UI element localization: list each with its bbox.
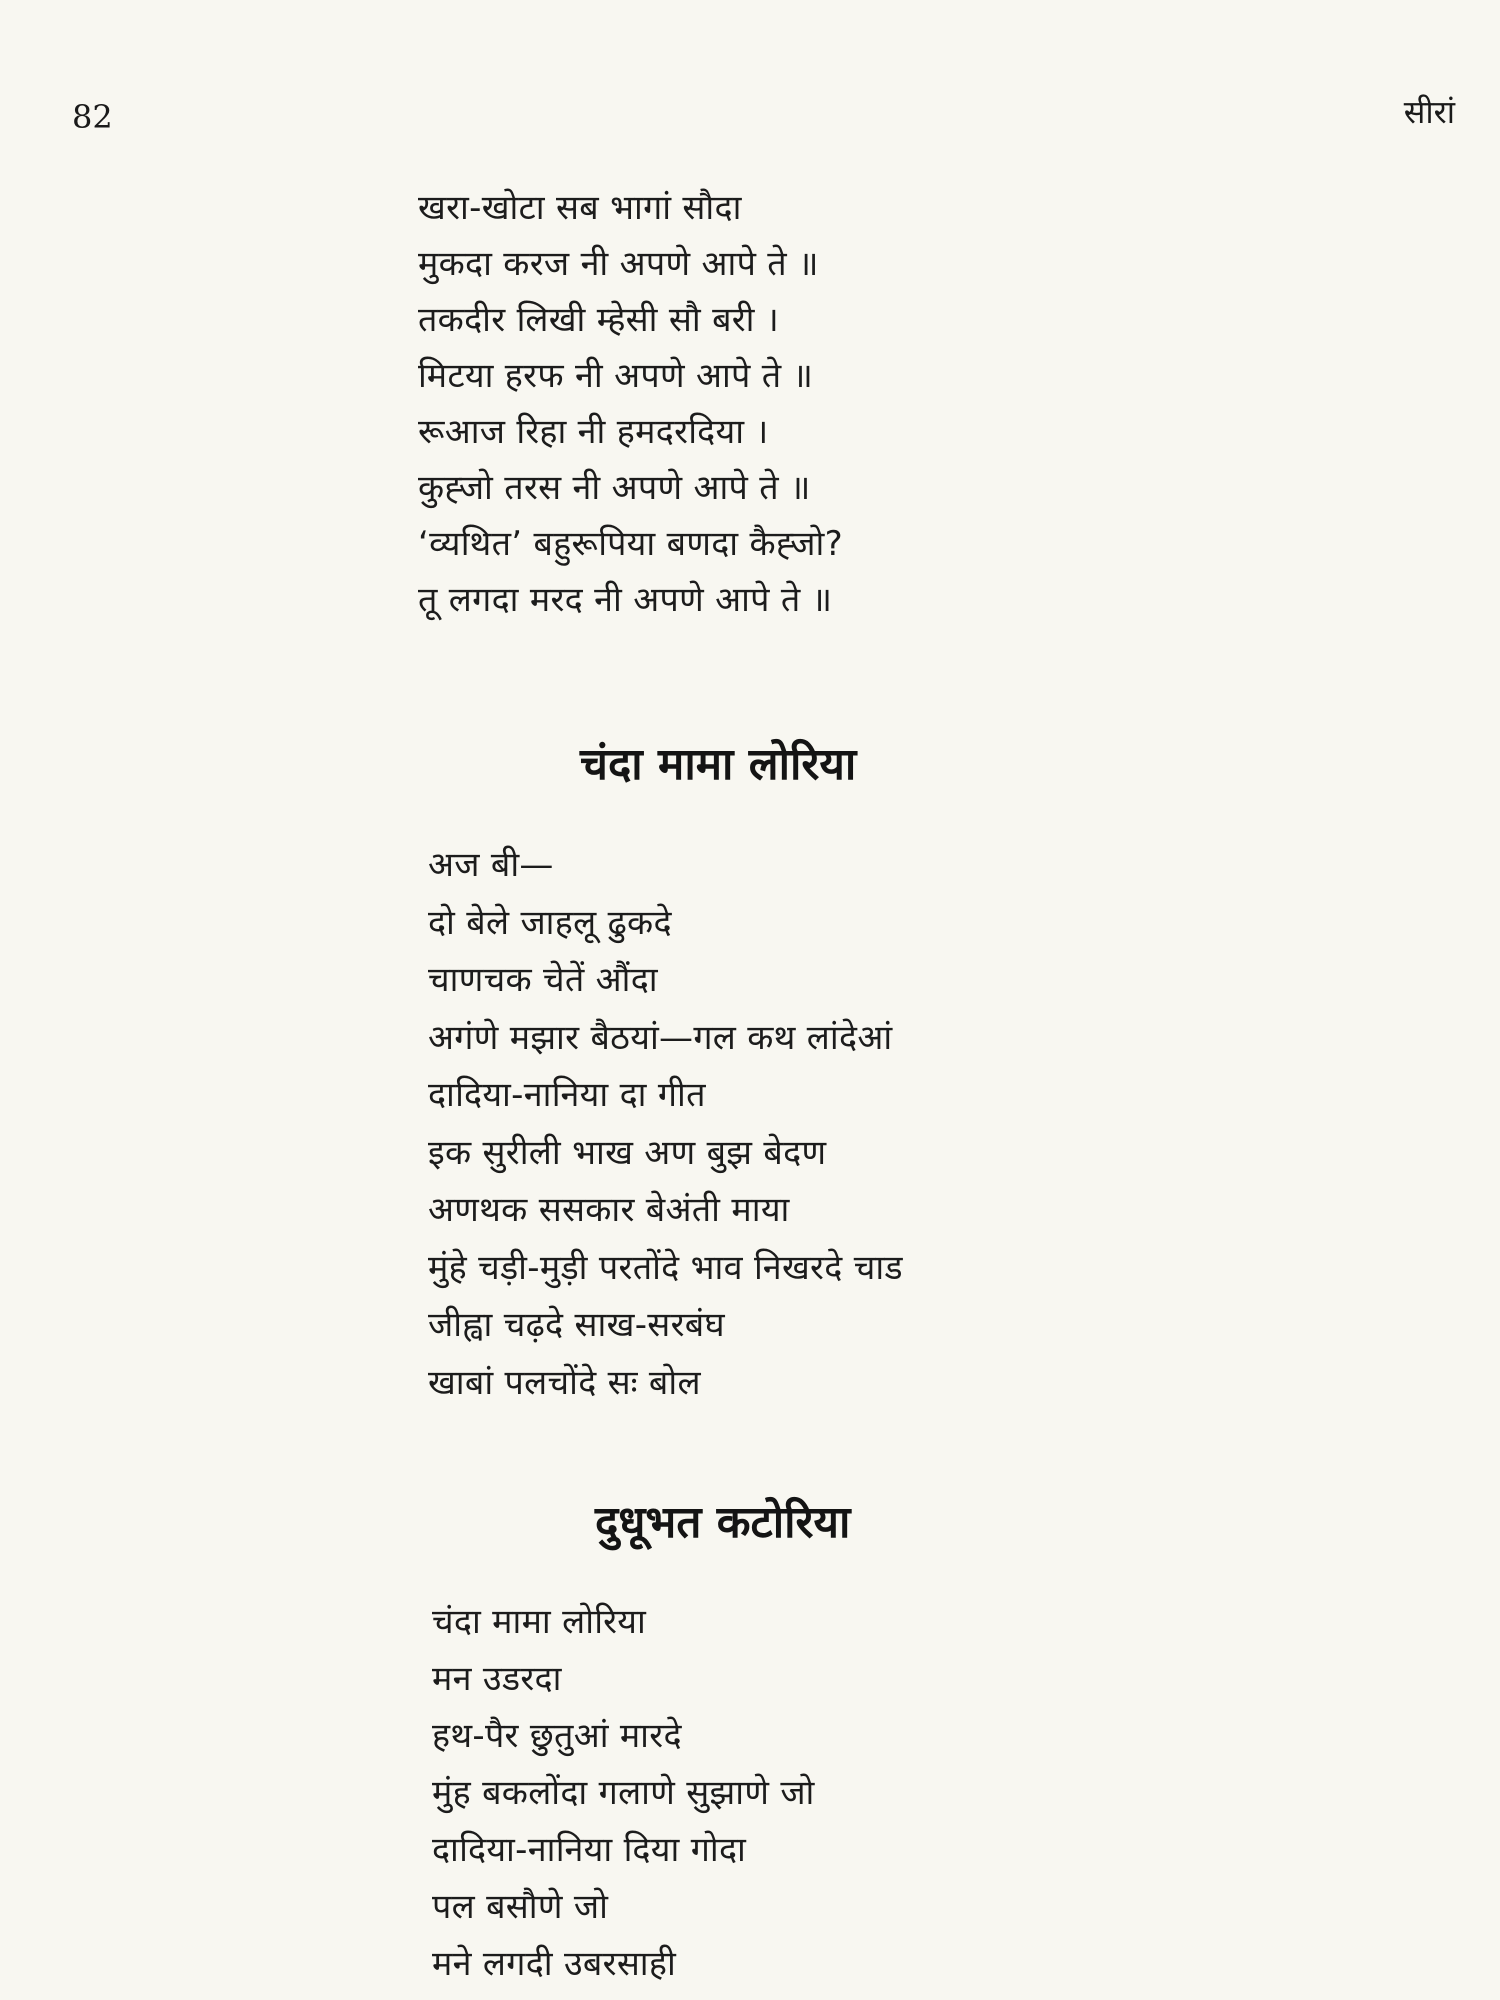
poem-line: इक सुरीली भाख अण बुझ बेदण	[428, 1132, 827, 1173]
poem-line: कुह्जो तरस नी अपणे आपे ते ॥	[418, 468, 811, 508]
poem-line: अगंणे मझार बैठयां—गल कथ लांदेआं	[428, 1017, 893, 1058]
poem-2-title: चंदा मामा लोरिया	[580, 739, 857, 790]
poem-line: मने लगदी उबरसाही	[432, 1944, 677, 1984]
poem-line: खाबां पलचोंदे सः बोल	[428, 1362, 701, 1403]
poem-line: मुकदा करज नी अपणे आपे ते ॥	[418, 244, 819, 284]
poem-line: मन उडरदा	[432, 1659, 562, 1699]
poem-line: हथ-पैर छुतुआं मारदे	[432, 1716, 682, 1756]
poem-line: अणथक ससकार बेअंती माया	[428, 1190, 790, 1230]
running-head: सीरां	[1403, 93, 1455, 131]
poem-2-stanza	[428, 837, 903, 1412]
poem-line: मुंह बकलोंदा गलाणे सुझाणे जो	[432, 1773, 815, 1813]
poem-line: खरा-खोटा सब भागां सौदा	[418, 188, 742, 228]
poem-3-stanza	[432, 1594, 815, 1993]
poem-line: ‘व्यथित’ बहुरूपिया बणदा कैह्जो?	[418, 524, 843, 564]
poem-line: मिटया हरफ नी अपणे आपे ते ॥	[418, 356, 814, 396]
poem-1-stanza	[418, 180, 843, 628]
poem-line: तू लगदा मरद नी अपणे आपे ते ॥	[418, 580, 833, 620]
poem-line: चाणचक चेतें औंदा	[428, 960, 658, 1000]
poem-line: मुंहे चड़ी-मुड़ी परतोंदे भाव निखरदे चाड	[428, 1247, 903, 1288]
poem-line: रूआज रिहा नी हमदरदिया ।	[418, 412, 769, 452]
poem-line: दो बेले जाहलू ढुकदे	[428, 902, 672, 943]
poem-3-title: दुधूभत कटोरिया	[595, 1497, 851, 1548]
poem-line: चंदा मामा लोरिया	[432, 1602, 647, 1642]
poem-line: तकदीर लिखी म्हेसी सौ बरी ।	[418, 300, 780, 340]
page-number: 82	[72, 98, 113, 136]
poem-line: दादिया-नानिया दिया गोदा	[432, 1830, 747, 1870]
poem-line: अज बी—	[428, 845, 554, 885]
poem-line: पल बसौणे जो	[432, 1887, 609, 1927]
poem-line: दादिया-नानिया दा गीत	[428, 1075, 706, 1115]
poem-line: जीह्वा चढ़दे साख-सरबंघ	[428, 1305, 725, 1345]
